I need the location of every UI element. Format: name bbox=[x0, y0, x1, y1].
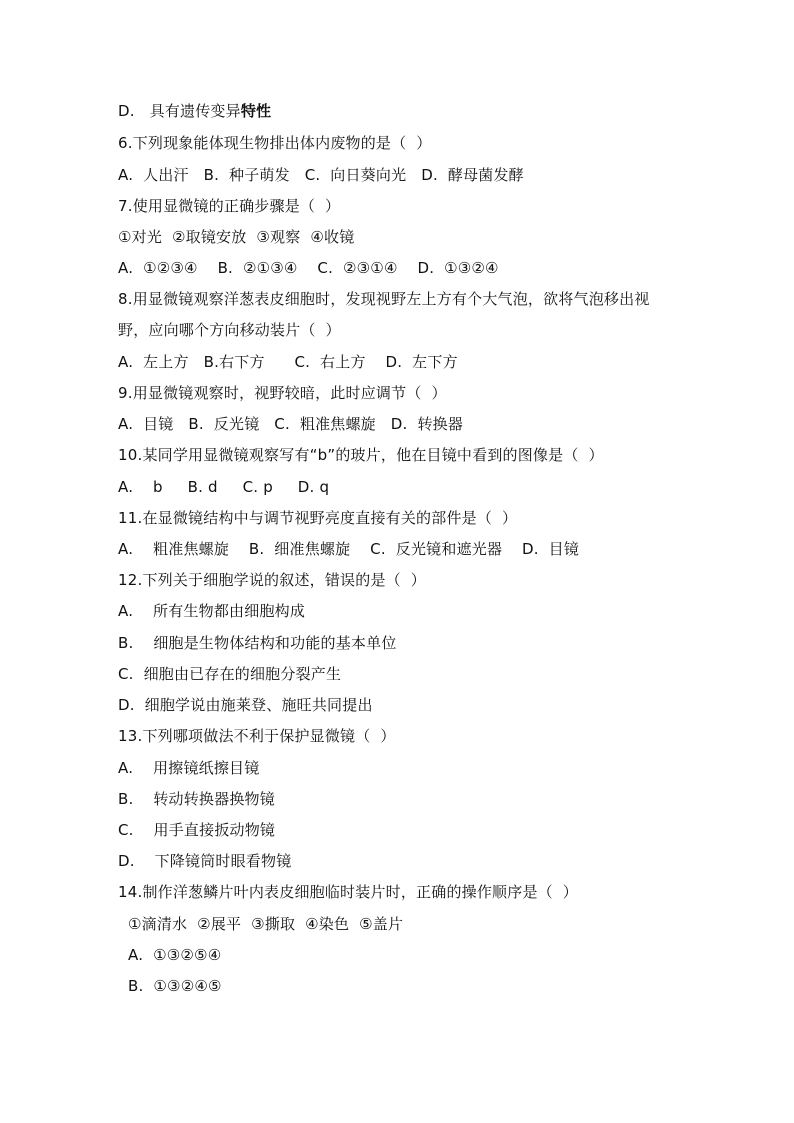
option-line: A. ①②③④ B. ②①③④ C. ②③①④ D. ①③②④ bbox=[118, 259, 499, 277]
option-line: C. 细胞由已存在的细胞分裂产生 bbox=[118, 665, 342, 683]
question-stem: 7.使用显微镜的正确步骤是（ ） bbox=[118, 197, 341, 215]
question-stem: 野，应向哪个方向移动装片（ ） bbox=[118, 321, 341, 339]
item-list: ①滴清水 ②展平 ③撕取 ④染色 ⑤盖片 bbox=[128, 915, 404, 933]
question-stem: 9.用显微镜观察时，视野较暗，此时应调节（ ） bbox=[118, 384, 447, 402]
option-line: B. 转动转换器换物镜 bbox=[118, 790, 275, 808]
question-stem: 8.用显微镜观察洋葱表皮细胞时，发现视野左上方有个大气泡，欲将气泡移出视 bbox=[118, 290, 650, 308]
option-line: A. 目镜 B. 反光镜 C. 粗准焦螺旋 D. 转换器 bbox=[118, 415, 464, 433]
option-line: D. 下降镜筒时眼看物镜 bbox=[118, 852, 292, 870]
question-stem: 14.制作洋葱鳞片叶内表皮细胞临时装片时，正确的操作顺序是（ ） bbox=[118, 883, 578, 901]
question-stem: 10.某同学用显微镜观察写有“b”的玻片，他在目镜中看到的图像是（ ） bbox=[118, 446, 604, 464]
option-line: A. 用擦镜纸擦目镜 bbox=[118, 759, 260, 777]
question-stem: 12.下列关于细胞学说的叙述，错误的是（ ） bbox=[118, 571, 426, 589]
option-line: A. 粗准焦螺旋 B. 细准焦螺旋 C. 反光镜和遮光器 D. 目镜 bbox=[118, 540, 580, 558]
question-stem: 13.下列哪项做法不利于保护显微镜（ ） bbox=[118, 727, 396, 745]
option-line: B. 细胞是生物体结构和功能的基本单位 bbox=[118, 634, 397, 652]
option-line bbox=[118, 100, 271, 122]
option-text: D. 具有遗传变异 bbox=[118, 102, 241, 120]
option-line: A. b B. d C. p D. q bbox=[118, 478, 330, 496]
option-line: A. 人出汗 B. 种子萌发 C. 向日葵向光 D. 酵母菌发酵 bbox=[118, 166, 524, 184]
question-stem: 6.下列现象能体现生物排出体内废物的是（ ） bbox=[118, 134, 432, 152]
option-emphasis: 特性 bbox=[240, 102, 272, 120]
option-line: A. ①③②⑤④ bbox=[128, 946, 222, 964]
option-line: B. ①③②④⑤ bbox=[128, 977, 222, 995]
item-list: ①对光 ②取镜安放 ③观察 ④收镜 bbox=[118, 228, 355, 246]
option-line: C. 用手直接扳动物镜 bbox=[118, 821, 276, 839]
option-line: D. 细胞学说由施莱登、施旺共同提出 bbox=[118, 696, 373, 714]
option-line: A. 所有生物都由细胞构成 bbox=[118, 602, 306, 620]
option-line: A. 左上方 B.右下方 C. 右上方 D. 左下方 bbox=[118, 353, 458, 371]
question-stem: 11.在显微镜结构中与调节视野亮度直接有关的部件是（ ） bbox=[118, 509, 518, 527]
